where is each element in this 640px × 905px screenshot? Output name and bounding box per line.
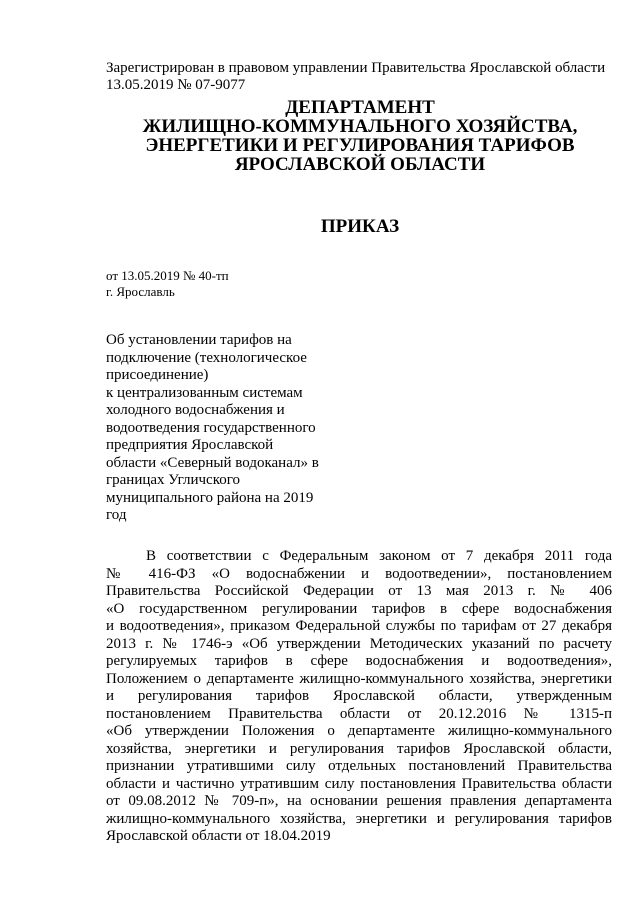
department-line: ЭНЕРГЕТИКИ И РЕГУЛИРОВАНИЯ ТАРИФОВ	[145, 135, 575, 156]
registration-line-1: Зарегистрирован в правовом управлении Правительства Ярославской области	[106, 60, 606, 76]
department-header	[60, 98, 640, 174]
body-line: № 416-ФЗ «О водоснабжении и водоотведении», постановлением	[106, 565, 612, 582]
subject-line: муниципального района на 2019	[106, 489, 314, 506]
subject-line: области «Северный водоканал» в	[106, 454, 319, 471]
body-line: признании утратившими силу отдельных постановлений Правительства	[106, 758, 612, 774]
body-line: Положением о департаменте жилищно-коммунального хозяйства, энергетики	[106, 670, 612, 687]
subject-line: присоединение)	[106, 367, 209, 383]
registration-stamp	[106, 60, 616, 94]
subject-line: границах Угличского	[106, 472, 241, 488]
body-line: от 09.08.2012 № 709-п», на основании решения правления департамента	[106, 793, 612, 809]
subject-line: Об установлении тарифов на	[106, 332, 292, 348]
body-line: области и частично утратившим силу постановления Правительства области	[106, 775, 612, 792]
subject-line: год	[106, 507, 127, 523]
body-line: Ярославской области от 18.04.2019	[106, 828, 331, 844]
subject-line: подключение (технологическое	[106, 349, 307, 366]
subject-line: к централизованным системам	[106, 384, 303, 401]
body-line: «Об утверждении Положения о департаменте жилищно-коммунального	[106, 723, 612, 739]
order-title: ПРИКАЗ	[320, 216, 400, 237]
body-line: постановлением Правительства области от 20.12.2016 № 1315-п	[106, 705, 612, 722]
order-date-number: от 13.05.2019 № 40-тп	[106, 268, 229, 283]
subject-line: холодного водоснабжения и	[106, 402, 285, 418]
department-line: ДЕПАРТАМЕНТ	[285, 97, 435, 118]
order-preamble	[106, 548, 612, 846]
subject-line: предприятия Ярославской	[106, 437, 274, 453]
body-line: В соответствии с Федеральным законом от 7 декабря 2011 года	[146, 548, 612, 564]
order-subject	[106, 332, 346, 525]
order-city: г. Ярославль	[106, 284, 175, 299]
body-line: и регулирования тарифов Ярославской области, утвержденным	[106, 688, 612, 704]
body-line: Правительства Российской Федерации от 13 мая 2013 г. № 406	[106, 583, 612, 599]
body-line: и водоотведения», приказом Федеральной службы по тарифам от 27 декабря	[106, 618, 612, 634]
body-line: жилищно-коммунального хозяйства, энергетики и регулирования тарифов	[106, 810, 612, 827]
body-line: 2013 г. № 1746-э «Об утверждении Методических указаний по расчету	[106, 635, 612, 652]
department-line: ЖИЛИЩНО-КОММУНАЛЬНОГО ХОЗЯЙСТВА,	[142, 116, 578, 137]
body-line: регулируемых тарифов в сфере водоснабжения и водоотведения»,	[106, 653, 612, 669]
body-line: «О государственном регулировании тарифов в сфере водоснабжения	[106, 600, 612, 617]
body-line: хозяйства, энергетики и регулирования тарифов Ярославской области,	[106, 740, 612, 757]
department-line: ЯРОСЛАВСКОЙ ОБЛАСТИ	[234, 154, 486, 175]
order-meta	[106, 268, 229, 300]
subject-line: водоотведения государственного	[106, 419, 316, 436]
registration-line-2: 13.05.2019 № 07-9077	[106, 77, 246, 93]
